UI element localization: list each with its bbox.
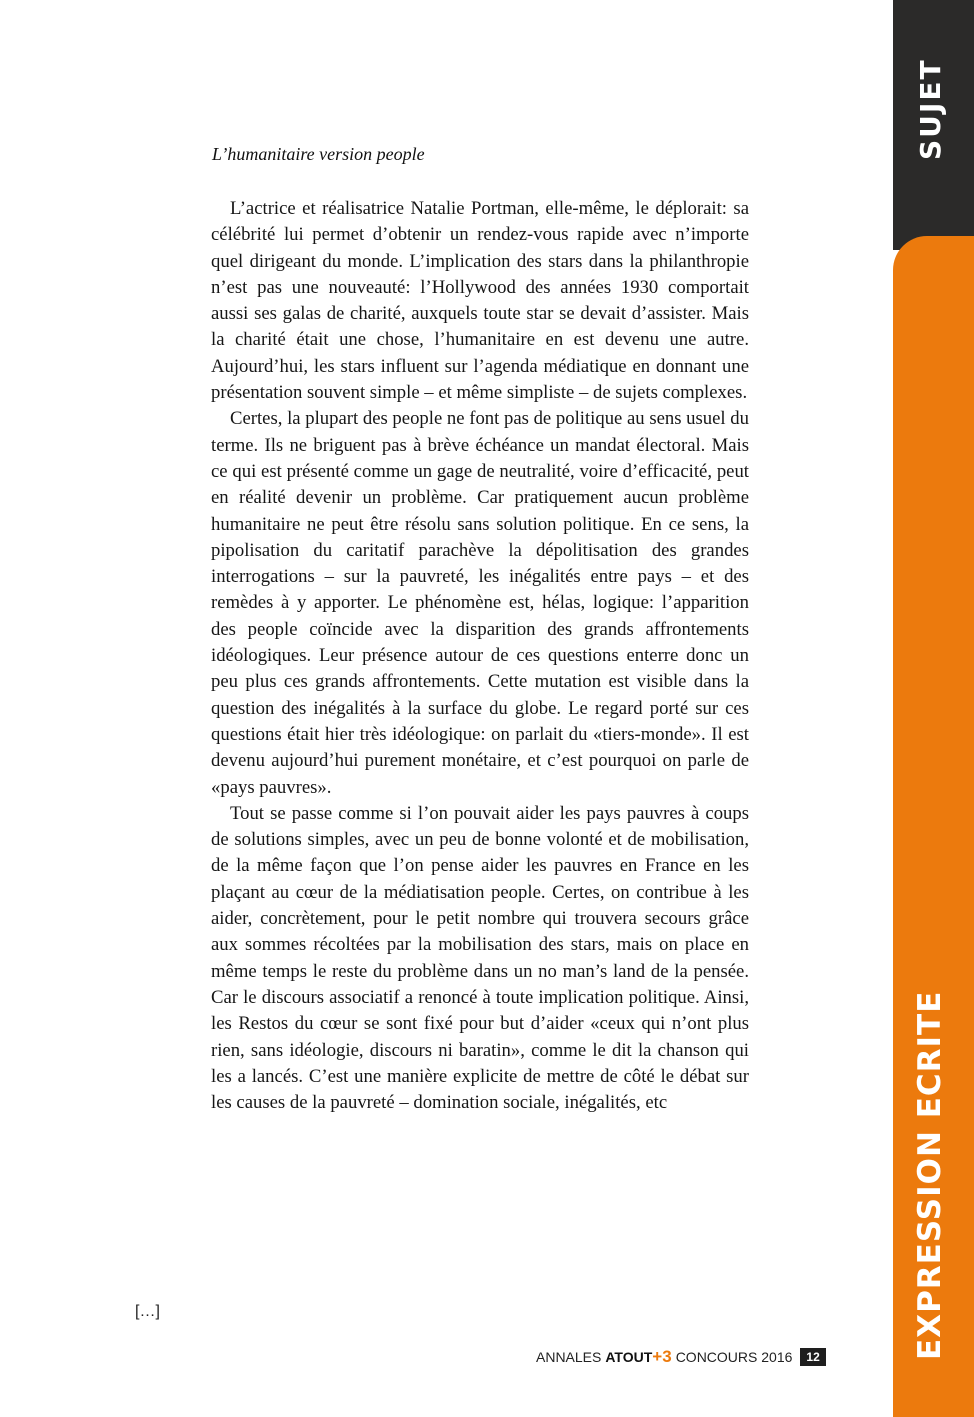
article-heading: L’humanitaire version people: [212, 144, 425, 164]
page-footer: [536, 1347, 826, 1367]
footer-brand: ATOUT: [605, 1349, 653, 1365]
paragraph: L’actrice et réalisatrice Natalie Portman, elle-même, le déplorait: sa célébrité lui permet d’obtenir un rendez-vous rapide avec n’importe quel dirigeant du monde. L’implication des stars dans la philanthropie n’est pas une nouveauté: l’Hollywood des années 1930 comportait aussi ses galas de charité, auxquels toute star se devait d’assister. Mais la charité était une chose, l’humanitaire en est devenu une autre. Aujourd’hui, les stars influent sur l’agenda médiatique en donnant une présentation souvent simple – et même simpliste – de sujets complexes.: [211, 198, 749, 404]
footer-brand-plus: +: [652, 1347, 663, 1366]
paragraph: Tout se passe comme si l’on pouvait aider les pays pauvres à coups de solutions simples, avec un peu de bonne volonté et de mobilisation, de la même façon que l’on pense aider les pauvres en France en les plaçant au cœur de la médiatisation people. Certes, on contribue à les aider, concrètement, pour le petit nombre qui trouvera secours grâce aux sommes récoltées par la mobilisation des stars, mais on place en même temps le reste du problème dans un no man’s land de la pensée. Car le discours associatif a renoncé à toute implication politique. Ainsi, les Restos du cœur se sont fixé pour but d’aider «ceux qui n’ont plus rien, sans idéologie, discours ni baratin», comme le dit la chanson qui les a lancés. C’est une manière explicite de mettre de côté le débat sur les causes de la pauvreté – domination sociale, inégalités, etc: [211, 802, 749, 1114]
footer-annales: ANNALES: [536, 1349, 602, 1365]
footer-brand-three: 3: [662, 1347, 672, 1366]
ellipsis-marker: […]: [135, 1303, 160, 1320]
footer-concours: CONCOURS 2016: [675, 1349, 793, 1365]
section-label-sujet: SUJET: [914, 58, 947, 160]
article-body: [211, 196, 749, 1116]
section-label-expression-ecrite: EXPRESSION ECRITE: [912, 990, 948, 1360]
paragraph: Certes, la plupart des people ne font pas de politique au sens usuel du terme. Ils ne briguent pas à brève échéance un mandat électoral. Mais ce qui est présenté comme un gage de neutralité, voire d’efficacité, peut en réalité devenir un problème. Car pratiquement aucun problème humanitaire ne peut être résolu sans solution politique. En ce sens, la pipolisation du caritatif parachève la dépolitisation des grandes interrogations – sur la pauvreté, les inégalités entre pays – et des remèdes à y apporter. Le phénomène est, hélas, logique: l’apparition des people coïncide avec la disparition des grands affrontements idéologiques. Leur présence autour de ces questions enterre donc un peu plus ces grands affrontements. Cette mutation est visible dans la question des inégalités à la surface du globe. Le regard porté sur ces questions était hier très idéologique: on parlait du «tiers-monde». Il est devenu aujourd’hui purement monétaire, et c’est pourquoi on parle de «pays pauvres».: [211, 408, 749, 798]
page-number: 12: [800, 1348, 825, 1366]
